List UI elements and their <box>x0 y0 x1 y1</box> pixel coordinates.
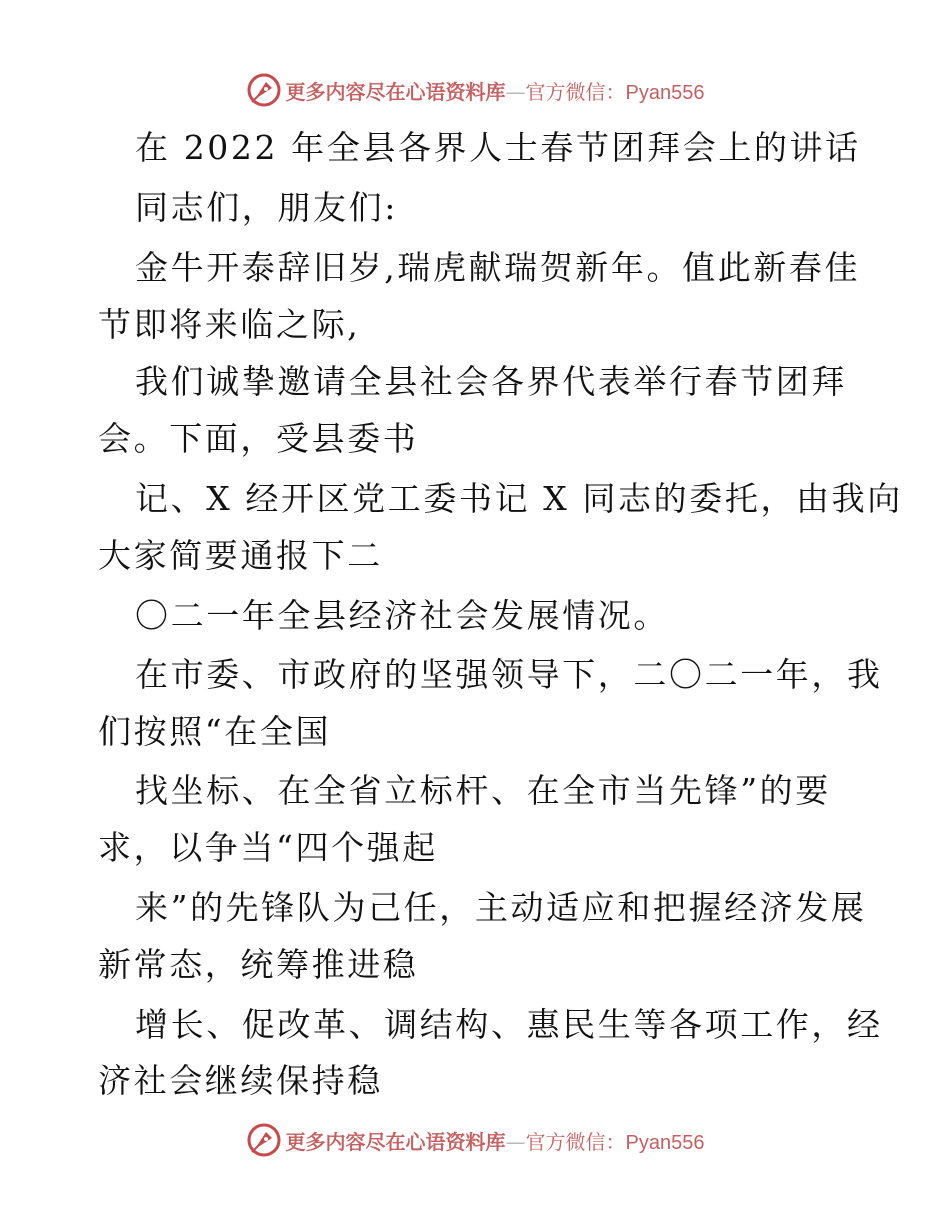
document-title: 在 2022 年全县各界人士春节团拜会上的讲话 <box>135 128 861 167</box>
paragraph-line: 〇二一年全县经济社会发展情况。 <box>135 596 669 635</box>
banner-wechat-label: 官方微信： <box>525 1129 626 1154</box>
paragraph-line: 新常态，统筹推进稳 <box>98 945 419 984</box>
banner-main-text: 更多内容尽在心语资料库 <box>285 1129 506 1154</box>
banner-wechat-id: Pyan556 <box>625 1131 705 1154</box>
banner-main-text: 更多内容尽在心语资料库 <box>285 79 506 104</box>
banner-text <box>286 1126 705 1155</box>
paragraph-line: 求，以争当“四个强起 <box>98 828 438 867</box>
salutation-line: 同志们，朋友们: <box>135 188 398 227</box>
header-banner <box>0 70 950 110</box>
paragraph-line: 金牛开泰辞旧岁,瑞虎献瑞贺新年。值此新春佳 <box>135 248 861 287</box>
banner-text <box>286 76 705 105</box>
paragraph-line: 增长、促改革、调结构、惠民生等各项工作，经 <box>135 1005 883 1044</box>
paragraph-line: 记、X 经开区党工委书记 X 同志的委托，由我向 <box>135 479 903 518</box>
pen-nib-logo-icon <box>246 1122 282 1158</box>
footer-banner <box>0 1120 950 1160</box>
paragraph-line: 在市委、市政府的坚强领导下，二〇二一年，我 <box>135 655 883 694</box>
pen-nib-logo-icon <box>246 72 282 108</box>
paragraph-line: 们按照“在全国 <box>98 712 332 751</box>
paragraph-line: 来”的先锋队为己任，主动适应和把握经济发展 <box>135 888 867 927</box>
paragraph-line: 大家简要通报下二 <box>98 536 383 575</box>
banner-wechat-label: 官方微信： <box>525 79 626 104</box>
paragraph-line: 节即将来临之际, <box>98 305 361 344</box>
banner-separator: — <box>505 79 526 104</box>
paragraph-line: 找坐标、在全省立标杆、在全市当先锋”的要 <box>135 771 831 810</box>
banner-separator: — <box>505 1129 526 1154</box>
paragraph-line: 会。下面，受县委书 <box>98 419 419 458</box>
banner-wechat-id: Pyan556 <box>625 81 705 104</box>
paragraph-line: 济社会继续保持稳 <box>98 1061 383 1100</box>
paragraph-line: 我们诚挚邀请全县社会各界代表举行春节团拜 <box>135 362 847 401</box>
